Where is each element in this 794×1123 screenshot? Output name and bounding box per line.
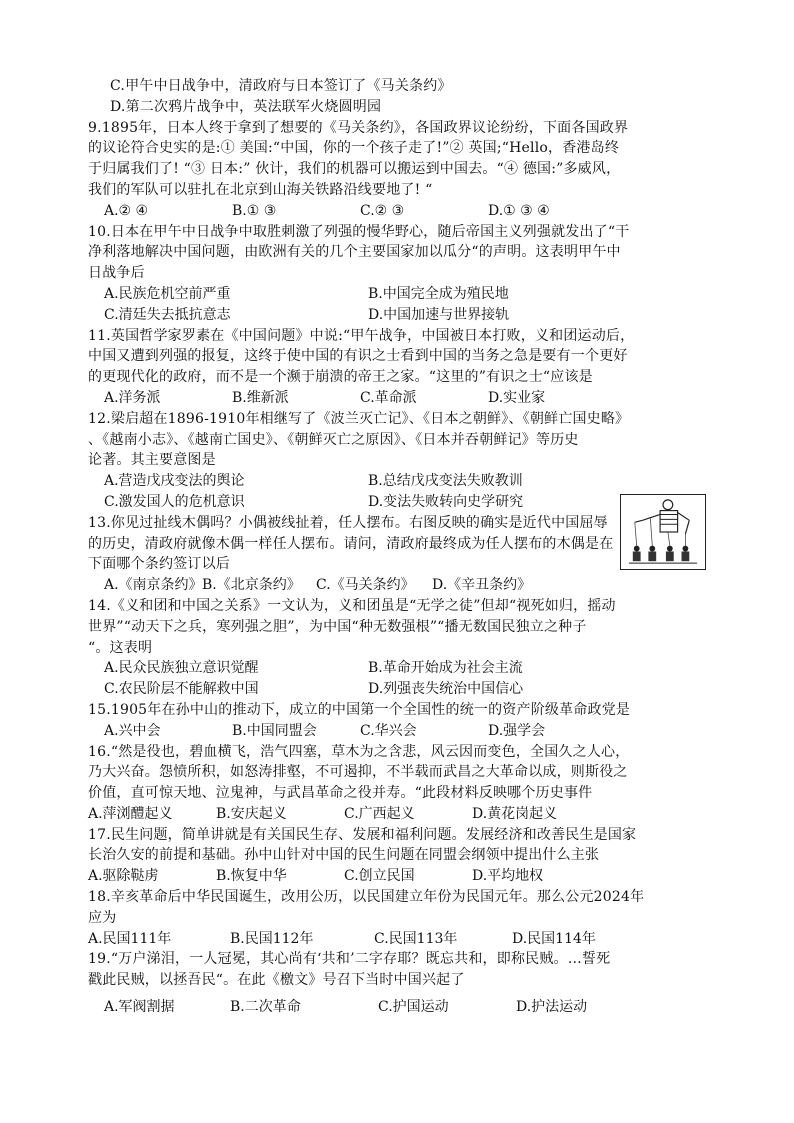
q19-option: D.护法运动 (516, 999, 588, 1016)
q18-option: D.民国114年 (512, 930, 596, 947)
q9-options (88, 201, 708, 222)
q12-option: C.激发国人的危机意识 (104, 493, 245, 510)
q14-line: “。这表明 (88, 639, 153, 656)
q13-option: C.《马关条约》 (316, 577, 415, 594)
q9-option: B.① ③ (232, 202, 277, 219)
q10-option: B.中国完全成为殖民地 (368, 285, 509, 302)
puppet-cartoon-svg (621, 495, 705, 569)
q11-option: B.维新派 (232, 389, 289, 406)
q11-option: C.革命派 (360, 389, 417, 406)
q15-option: D.强学会 (488, 722, 546, 739)
q15-option: B.中国同盟会 (232, 722, 317, 739)
q9-option: C.② ③ (360, 202, 405, 219)
q12-option: A.营造戊戌变法的舆论 (104, 473, 245, 490)
q14-options (88, 658, 708, 679)
q18-line: 18.辛亥革命后中华民国诞生，改用公历，以民国建立年份为民国元年。那么公元2024年 (88, 889, 645, 906)
q18-option: C.民国113年 (374, 930, 458, 947)
q13-block (88, 492, 708, 575)
q12-option: D.变法失败转向史学研究 (368, 493, 524, 510)
q9-line: 9.1895年，日本人终于拿到了想要的《马关条约》，各国政界议论纷纷，下面各国政界 (88, 119, 629, 136)
q16-option: A.萍浏醴起义 (88, 805, 173, 822)
q12-option: B.总结戊戌变法失败教训 (368, 473, 523, 490)
q14-line: 14.《义和团和中国之关系》一文认为，义和团虽是“无学之徒”但却“视死如归，摇动 (88, 597, 616, 614)
q16-line: 乃大兴奋。怨愤所积，如怒涛排壑，不可遏抑，不半载而武昌之大革命以成，则斯役之 (88, 764, 628, 781)
exam-page (88, 76, 708, 1018)
q10-option: C.清廷失去抵抗意志 (104, 306, 231, 323)
q12-options (88, 492, 708, 513)
q17-option: D.平均地权 (472, 868, 544, 885)
q14-line: 世界”“动天下之兵，寒列强之胆”，为中国“种无数强根”“播无数国民独立之种子 (88, 618, 587, 635)
q16-line: 16.“然是役也，碧血横飞，浩气四塞，草木为之含悲，风云因而变色，全国久之人心， (88, 743, 630, 760)
q14-option: A.民众民族独立意识觉醒 (104, 660, 259, 677)
q19-options (88, 997, 708, 1018)
q17-option: B.恢复中华 (216, 868, 287, 885)
q13-stem: 13.你见过扯线木偶吗？小偶被线扯着，任人摆布。右图反映的确实是近代中国屈辱的历史，清政府就像木偶一样任人摆布。请问，清政府最终成为任人摆布的木偶是在下面哪个条约签订以后 (88, 514, 614, 573)
q17-option: C.创立民国 (344, 868, 415, 885)
q8-option-c: C.甲午中日战争中，清政府与日本签订了《马关条约》 (110, 78, 452, 94)
q15-option: A.兴中会 (104, 722, 161, 739)
q13-option: B.《北京条约》 (202, 577, 301, 594)
q17-options (88, 866, 708, 887)
q17-line: 长治久安的前提和基础。孙中山针对中国的民生问题在同盟会纲领中提出什么主张 (88, 847, 600, 864)
puppet-cartoon-icon (620, 494, 706, 570)
q16-line: 价值，直可惊天地、泣鬼神，与武昌革命之役并寿。“此段材料反映哪个历史事件 (88, 785, 593, 802)
q10-options (88, 305, 708, 326)
q18-line: 应为 (88, 909, 117, 926)
q12-line: 、《越南小志》、《越南亡国史》、《朝鲜灭亡之原因》、《日本并吞朝鲜记》等历史 (88, 431, 579, 448)
q15-options (88, 721, 708, 742)
q9-line: 于归属我们了! “③ 日本:” 伙计，我们的机器可以搬运到中国去。“④ 德国:”多威风， (88, 161, 621, 178)
q16-option: D.黄花岗起义 (472, 805, 558, 822)
q14-option: B.革命开始成为社会主流 (368, 660, 523, 677)
q19-line: 19.“万户涕泪，一人冠冕，其心尚有‘共和’二字存耶？既忘共和，即称民贼。…誓死 (88, 951, 611, 968)
q11-options (88, 388, 708, 409)
q11-option: D.实业家 (488, 389, 546, 406)
q11-line: 的更现代化的政府，而不是一个濒于崩溃的帝王之家。“这里的”有识之士“应该是 (88, 369, 593, 386)
q14-options (88, 679, 708, 700)
q17-line: 17.民生问题，简单讲就是有关国民生存、发展和福利问题。发展经济和改善民生是国家 (88, 826, 637, 843)
q16-option: C.广西起义 (344, 805, 415, 822)
q13-option: A.《南京条约》 (104, 577, 203, 594)
q11-line: 中国又遭到列强的报复，这终于使中国的有识之士看到中国的当务之急是要有一个更好 (88, 348, 628, 365)
q11-option: A.洋务派 (104, 389, 161, 406)
q19-option: B.二次革命 (230, 999, 301, 1016)
q14-option: D.列强丧失统治中国信心 (368, 681, 524, 698)
q8-option-d: D.第二次鸦片战争中，英法联军火烧圆明园 (110, 98, 382, 115)
q9-line: 我们的军队可以驻扎在北京到山海关铁路沿线要地了! “ (88, 181, 433, 198)
q12-options (88, 471, 708, 492)
q18-option: A.民国111年 (88, 930, 172, 947)
q19-line: 戳此民贼，以拯吾民“。在此《檄文》号召下当时中国兴起了 (88, 972, 465, 989)
q10-options (88, 284, 708, 305)
q10-line: 净利落地解决中国问题，由欧洲有关的几个主要国家加以瓜分“的声明。这表明甲午中 (88, 244, 621, 261)
q9-line: 的议论符合史实的是:① 美国:“中国，你的一个孩子走了!”② 英国;“Hello，香港岛终 (88, 140, 620, 157)
q11-line: 11.英国哲学家罗素在《中国问题》中说:“甲午战争，中国被日本打败，义和团运动后， (88, 327, 635, 344)
q15-option: C.华兴会 (360, 722, 417, 739)
q15-stem: 15.1905年在孙中山的推动下，成立的中国第一个全国性的统一的资产阶级革命政党是 (88, 701, 631, 718)
q16-option: B.安庆起义 (216, 805, 287, 822)
q10-line: 10.日本在甲午中日战争中取胜刺激了列强的慢华野心，随后帝国主义列强就发出了“干 (88, 223, 630, 240)
q18-option: B.民国112年 (230, 930, 314, 947)
q10-option: A.民族危机空前严重 (104, 285, 231, 302)
q10-line: 日战争后 (88, 265, 145, 282)
q18-options (88, 929, 708, 950)
q14-option: C.农民阶层不能解救中国 (104, 681, 259, 698)
q12-line: 12.梁启超在1896-1910年相继写了《波兰灭亡记》、《日本之朝鲜》、《朝鲜亡国史略》 (88, 410, 630, 427)
q17-option: A.驱除鞑虏 (88, 868, 159, 885)
q19-option: A.军阀割据 (104, 999, 175, 1016)
q13-option: D.《辛丑条约》 (432, 577, 532, 594)
q13-options (88, 575, 708, 596)
q12-line: 论著。其主要意图是 (88, 452, 216, 469)
q9-option: A.② ④ (104, 202, 149, 219)
q9-option: D.① ③ ④ (488, 202, 550, 219)
q10-option: D.中国加速与世界接轨 (368, 306, 510, 323)
q16-options (88, 804, 708, 825)
q19-option: C.护国运动 (378, 999, 449, 1016)
